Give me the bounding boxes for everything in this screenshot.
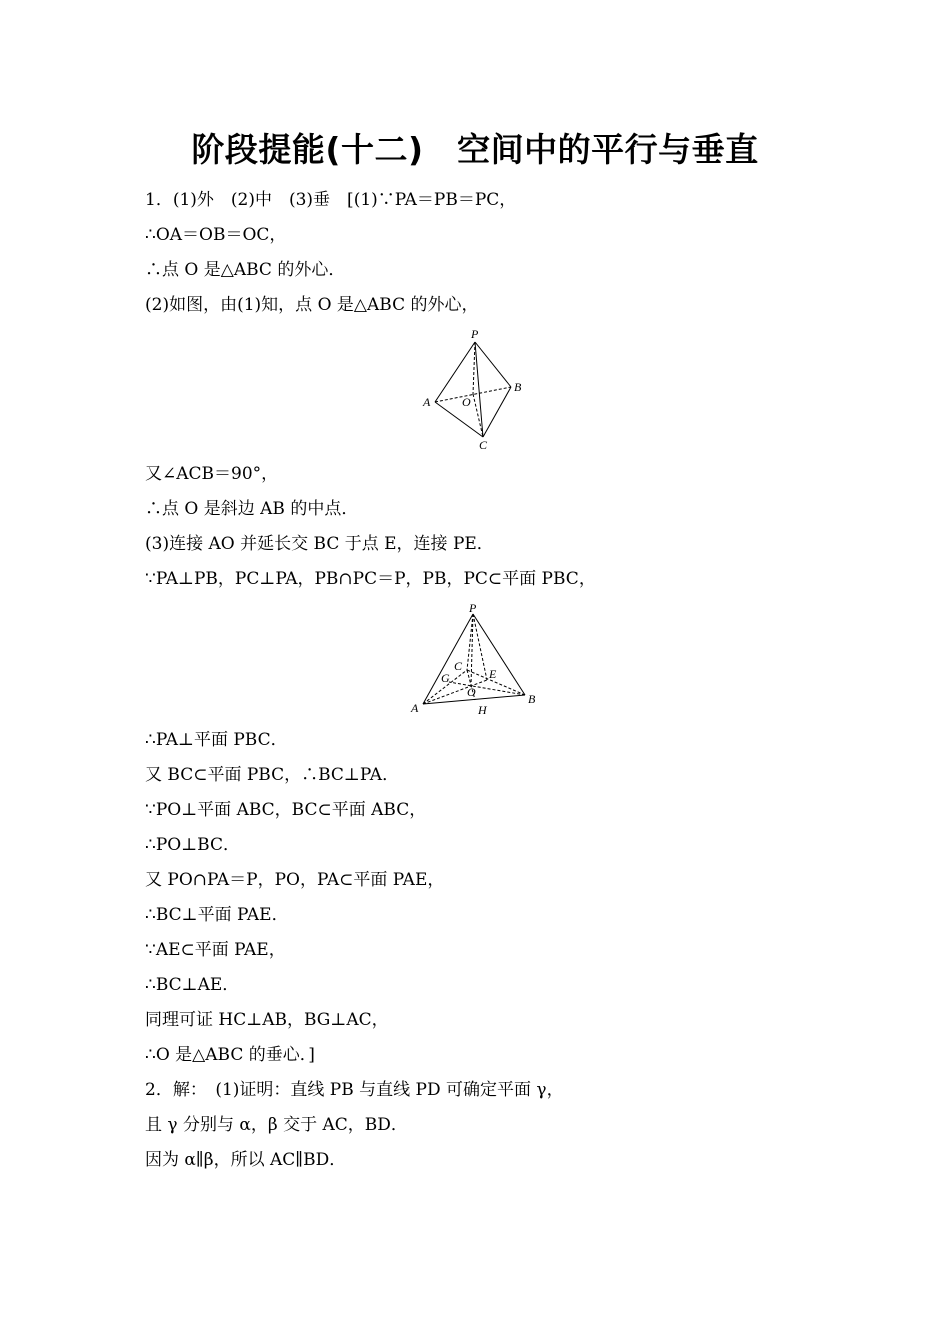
answer-line: 又 BC⊂平面 PBC，∴BC⊥PA． [145, 765, 400, 785]
answer-line: ∵AE⊂平面 PAE， [145, 940, 286, 960]
edge-bc [483, 387, 511, 437]
label-o: O [467, 685, 476, 699]
label-g: G [441, 671, 450, 685]
label-o: O [462, 395, 471, 409]
answer-line: ∴BC⊥AE． [145, 975, 240, 995]
label-p: P [471, 327, 479, 341]
answer-line: 2．解： (1)证明：直线 PB 与直线 PD 可确定平面 γ， [145, 1080, 564, 1100]
answer-line: 因为 α∥β，所以 AC∥BD． [145, 1150, 347, 1170]
answer-line: ∴点 O 是△ABC 的外心． [145, 260, 346, 280]
answer-line: ∴BC⊥平面 PAE． [145, 905, 289, 925]
answer-line: 又∠ACB＝90°， [145, 464, 279, 484]
answer-line: 同理可证 HC⊥AB，BG⊥AC， [145, 1010, 389, 1030]
edge-po-hidden [473, 342, 475, 394]
label-b: B [528, 692, 536, 706]
edge-pa [423, 614, 473, 704]
edge-bg-hidden [449, 682, 525, 695]
answer-line: (3)连接 AO 并延长交 BC 于点 E，连接 PE． [145, 534, 494, 554]
edge-ae-hidden [423, 680, 487, 704]
edge-pc [475, 342, 483, 437]
figure-tetrahedron-orthocenter [405, 600, 550, 720]
answer-line: 且 γ 分别与 α，β 交于 AC，BD． [145, 1115, 408, 1135]
answer-line: ∴PO⊥BC． [145, 835, 240, 855]
answer-line: 又 PO∩PA＝P，PO，PA⊂平面 PAE， [145, 870, 445, 890]
label-a: A [423, 395, 431, 409]
label-p: P [469, 601, 477, 615]
label-a: A [411, 701, 419, 715]
answer-line: ∵PO⊥平面 ABC，BC⊂平面 ABC， [145, 800, 427, 820]
answer-line: ∴O 是△ABC 的垂心．] [145, 1045, 315, 1065]
label-h: H [478, 703, 487, 717]
figure-tetrahedron-circumcenter [415, 324, 535, 454]
label-c: C [454, 659, 463, 673]
answer-line: (2)如图，由(1)知，点 O 是△ABC 的外心， [145, 295, 479, 315]
label-e: E [489, 667, 497, 681]
edge-pb [475, 342, 511, 387]
answer-line: ∴PA⊥平面 PBC． [145, 730, 288, 750]
label-c: C [479, 438, 488, 452]
label-b: B [514, 380, 522, 394]
answer-line: ∴点 O 是斜边 AB 的中点． [145, 499, 359, 519]
edge-ac [435, 402, 483, 437]
edge-pa [435, 342, 475, 402]
answer-line: 1．(1)外 (2)中 (3)垂 [(1)∵PA＝PB＝PC， [145, 190, 517, 210]
answer-line: ∵PA⊥PB，PC⊥PA，PB∩PC＝P，PB，PC⊂平面 PBC， [145, 569, 596, 589]
edge-pe-hidden [473, 614, 487, 680]
page-title: 阶段提能(十二) 空间中的平行与垂直 [191, 130, 759, 169]
answer-line: ∴OA＝OB＝OC， [145, 225, 287, 245]
